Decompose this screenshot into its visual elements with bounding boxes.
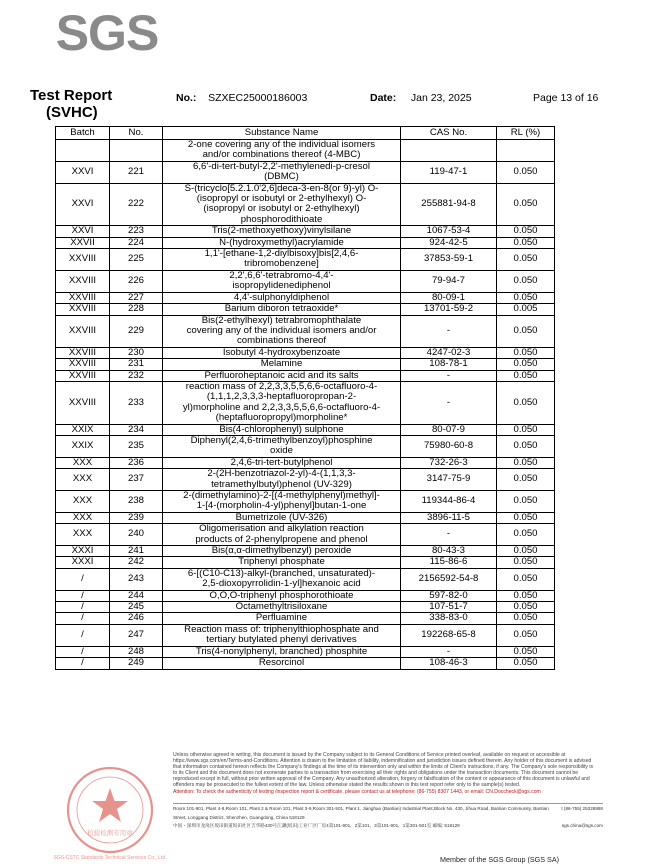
cas-cell: 115-86-6 (401, 557, 497, 568)
batch-cell: XXVI (56, 226, 110, 237)
number-cell: 235 (110, 435, 163, 457)
batch-cell: XXVIII (56, 370, 110, 381)
footer-address-cn: 中国・深圳市龙岗区坂田街道坂田社区吉华路430号江灏(坂田)工业厂区厂房4第101-901，2第101，3第101-901，1第301-501室 邮编: 518129 (173, 823, 460, 828)
substance-cell: 2-(2H-benzotriazol-2-yl)-4-(1,1,3,3- tetramethylbutyl)phenol (UV-329) (163, 469, 401, 491)
substance-cell: Melamine (163, 359, 401, 370)
table-body (56, 140, 555, 670)
footer-address (173, 803, 603, 831)
substance-cell: Oligomerisation and alkylation reaction products of 2-phenylpropene and phenol (163, 524, 401, 546)
substance-cell: Perfluamine (163, 613, 401, 624)
table-row (56, 161, 555, 183)
rl-cell: 0.050 (497, 435, 555, 457)
number-cell: 238 (110, 491, 163, 513)
footer-terms: Unless otherwise agreed in writing, this document is issued by the Company subject to its General Conditions of Service printed overleaf, available on request or accessible at https://www.sgs.com/en/Terms-and-Conditions. Attention is drawn to the limitation of liability, indemnification and jurisdiction issues defined therein. Any holder of this document is advised that information contained hereon reflects the Company's findings at the time of its intervention only and within the limits of Client's instructions, if any. The Company's sole responsibility is to its Client and this document does not exonerate parties to a transaction from exercising all their rights and obligations under the transaction documents. This document cannot be reproduced except in full, without prior written approval of the Company. Any unauthorized alteration, forgery or falsification of the content or appearance of this document is unlawful and offenders may be prosecuted to the fullest extent of the law. Unless otherwise stated the results shown in this test report refer only to the sample(s) tested. (173, 752, 594, 789)
cas-cell: 1067-53-4 (401, 226, 497, 237)
col-header-no: No. (110, 127, 163, 140)
batch-cell: XXIX (56, 424, 110, 435)
cas-cell: 13701-59-2 (401, 304, 497, 315)
footer-attention: Attention: To check the authenticity of testing /inspection report & certificate, please contact us at telephone: (86-755) 8307 1443, or email: CN.Doccheck@sgs.com (173, 788, 541, 795)
number-cell: 226 (110, 270, 163, 292)
table-row (56, 613, 555, 624)
report-subtitle: (SVHC) (46, 104, 98, 121)
table-row (56, 658, 555, 669)
sgs-stamp (52, 760, 168, 866)
rl-cell: 0.050 (497, 568, 555, 590)
number-cell: 249 (110, 658, 163, 669)
stamp-star-icon (92, 788, 128, 822)
table-row (56, 140, 555, 162)
table-row (56, 270, 555, 292)
table-row (56, 424, 555, 435)
cas-cell: 338-83-0 (401, 613, 497, 624)
batch-cell: XXVIII (56, 249, 110, 271)
cas-cell: 80-09-1 (401, 292, 497, 303)
number-cell: 222 (110, 183, 163, 226)
number-cell: 221 (110, 161, 163, 183)
table-row (56, 183, 555, 226)
rl-cell: 0.050 (497, 491, 555, 513)
number-cell: 243 (110, 568, 163, 590)
cas-cell: - (401, 315, 497, 347)
number-cell: 227 (110, 292, 163, 303)
svg-text:SGS-CSTC Standards Technical S: SGS-CSTC Standards Technical Services Co., Ltd. (53, 855, 167, 861)
table-row (56, 512, 555, 523)
cas-cell: 3896-11-5 (401, 512, 497, 523)
number-cell: 224 (110, 237, 163, 248)
report-title: Test Report (30, 87, 113, 104)
report-date-value: Jan 23, 2025 (410, 92, 472, 104)
rl-cell: 0.050 (497, 658, 555, 669)
sgs-logo-text: SGS (55, 6, 159, 56)
batch-cell: XXVI (56, 183, 110, 226)
table-row (56, 491, 555, 513)
batch-cell: XXIX (56, 435, 110, 457)
cas-cell: 192268-65-8 (401, 624, 497, 646)
number-cell: 234 (110, 424, 163, 435)
footer-phone: t (86-755) 25328888 (561, 806, 603, 811)
substance-cell: Octamethyltrisiloxane (163, 602, 401, 613)
table-row (56, 568, 555, 590)
substance-cell: 1,1'-[ethane-1,2-diylbisoxy]bis[2,4,6- tribromobenzene] (163, 249, 401, 271)
table-row (56, 646, 555, 657)
rl-cell: 0.050 (497, 237, 555, 248)
cas-cell: - (401, 370, 497, 381)
rl-cell: 0.050 (497, 270, 555, 292)
report-date (370, 92, 472, 104)
rl-cell: 0.050 (497, 381, 555, 424)
rl-cell: 0.050 (497, 457, 555, 468)
rl-cell: 0.050 (497, 183, 555, 226)
rl-cell: 0.050 (497, 161, 555, 183)
footer-disclaimer (173, 752, 595, 795)
substance-cell: 2-(dimethylamino)-2-[(4-methylphenyl)methyl]- 1-[4-(morpholin-4-yl)phenyl]butan-1-one (163, 491, 401, 513)
cas-cell: 107-51-7 (401, 602, 497, 613)
substance-cell: 2,4,6-tri-tert-butylphenol (163, 457, 401, 468)
rl-cell: 0.050 (497, 557, 555, 568)
batch-cell: / (56, 613, 110, 624)
batch-cell: / (56, 624, 110, 646)
table-row (56, 602, 555, 613)
number-cell: 244 (110, 590, 163, 601)
rl-cell: 0.050 (497, 524, 555, 546)
batch-cell: XXVIII (56, 292, 110, 303)
table-row (56, 226, 555, 237)
batch-cell: XXVIII (56, 381, 110, 424)
cas-cell: 732-26-3 (401, 457, 497, 468)
table-row (56, 469, 555, 491)
table-header-row (56, 127, 555, 140)
substance-cell: 4,4'-sulphonyldiphenol (163, 292, 401, 303)
cas-cell: 2156592-54-8 (401, 568, 497, 590)
number-cell: 239 (110, 512, 163, 523)
rl-cell: 0.005 (497, 304, 555, 315)
rl-cell: 0.050 (497, 226, 555, 237)
number-cell: 233 (110, 381, 163, 424)
number-cell: 237 (110, 469, 163, 491)
report-number-label: No.: (176, 92, 197, 104)
batch-cell: XXVI (56, 161, 110, 183)
substance-cell: N-(hydroxymethyl)acrylamide (163, 237, 401, 248)
table-row (56, 557, 555, 568)
rl-cell: 0.050 (497, 546, 555, 557)
substance-cell: Bis(2-ethylhexyl) tetrabromophthalate covering any of the individual isomers and/or combinations thereof (163, 315, 401, 347)
table-row (56, 435, 555, 457)
cas-cell: 119-47-1 (401, 161, 497, 183)
number-cell: 241 (110, 546, 163, 557)
table-row (56, 457, 555, 468)
number-cell: 223 (110, 226, 163, 237)
number-cell: 236 (110, 457, 163, 468)
batch-cell: / (56, 646, 110, 657)
number-cell: 228 (110, 304, 163, 315)
table-row (56, 624, 555, 646)
rl-cell: 0.050 (497, 602, 555, 613)
footer-address-en: Room 101-901, Plant 4-8,Room 101, Plant 2 & Room 101, Plant 3-9,Room 301-501, Plant 1, Jianghao (Bantian) Industrial Plant,Block No. 430, Jihua Road, Bantian Community, Bantian Street, Longgang District, Shenzhen, Guangdong, China 518129 (173, 806, 549, 820)
substance-cell: Barium diboron tetraoxide* (163, 304, 401, 315)
substance-cell: 6-[(C10-C13)-alkyl-(branched, unsaturated)- 2,5-dioxopyrrolidin-1-yl]hexanoic acid (163, 568, 401, 590)
cas-cell: 79-94-7 (401, 270, 497, 292)
batch-cell: XXX (56, 491, 110, 513)
substance-cell: S-(tricyclo[5.2.1.0'2,6]deca-3-en-8(or 9)-yl) O- (isopropyl or isobutyl or 2-ethylhexyl) O- (isopropyl or isobutyl or 2-ethylhexyl) phosphorodithioate (163, 183, 401, 226)
substance-cell: 2,2',6,6'-tetrabromo-4,4'- isopropylidenediphenol (163, 270, 401, 292)
cas-cell: 4247-02-3 (401, 347, 497, 358)
cas-cell: 255881-94-8 (401, 183, 497, 226)
table-row (56, 304, 555, 315)
substance-cell: reaction mass of 2,2,3,3,5,5,6,6-octafluoro-4- (1,1,1,2,3,3,3-heptafluoropropan-2- yl)morpholine and 2,2,3,3,5,5,6,6-octafluoro-4- (heptafluoropropyl)morpholine* (163, 381, 401, 424)
cas-cell: 3147-75-9 (401, 469, 497, 491)
col-header-cas: CAS No. (401, 127, 497, 140)
svhc-table (55, 126, 555, 670)
footer-email: sgs.china@sgs.com (561, 823, 603, 828)
cas-cell (401, 140, 497, 162)
number-cell: 240 (110, 524, 163, 546)
table-row (56, 524, 555, 546)
number-cell: 230 (110, 347, 163, 358)
rl-cell: 0.050 (497, 359, 555, 370)
rl-cell: 0.050 (497, 249, 555, 271)
cas-cell: 37853-59-1 (401, 249, 497, 271)
number-cell: 225 (110, 249, 163, 271)
cas-cell: 924-42-5 (401, 237, 497, 248)
cas-cell: - (401, 381, 497, 424)
batch-cell: XXX (56, 457, 110, 468)
batch-cell: XXVIII (56, 347, 110, 358)
batch-cell: XXX (56, 512, 110, 523)
rl-cell (497, 140, 555, 162)
report-number-value: SZXEC25000186003 (208, 92, 308, 104)
cas-cell: 119344-86-4 (401, 491, 497, 513)
substance-cell: O,O,O-triphenyl phosphorothioate (163, 590, 401, 601)
number-cell: 248 (110, 646, 163, 657)
batch-cell: XXVIII (56, 359, 110, 370)
substance-cell: Tris(2-methoxyethoxy)vinylsilane (163, 226, 401, 237)
table-row (56, 370, 555, 381)
col-header-rl: RL (%) (497, 127, 555, 140)
substance-cell: Resorcinol (163, 658, 401, 669)
table-row (56, 359, 555, 370)
substance-cell: Tris(4-nonylphenyl, branched) phosphite (163, 646, 401, 657)
batch-cell (56, 140, 110, 162)
batch-cell: / (56, 590, 110, 601)
rl-cell: 0.050 (497, 315, 555, 347)
batch-cell: / (56, 568, 110, 590)
number-cell: 246 (110, 613, 163, 624)
cas-cell: 75980-60-8 (401, 435, 497, 457)
number-cell: 245 (110, 602, 163, 613)
number-cell: 232 (110, 370, 163, 381)
svg-text:检验检测专用章: 检验检测专用章 (87, 829, 133, 837)
sgs-logo (55, 6, 160, 56)
rl-cell: 0.050 (497, 370, 555, 381)
batch-cell: XXVII (56, 237, 110, 248)
batch-cell: XXVIII (56, 315, 110, 347)
substance-cell: Diphenyl(2,4,6-trimethylbenzoyl)phosphine oxide (163, 435, 401, 457)
table-row (56, 347, 555, 358)
substance-cell: Bumetrizole (UV-326) (163, 512, 401, 523)
page-number: Page 13 of 16 (533, 92, 599, 104)
batch-cell: XXVIII (56, 304, 110, 315)
batch-cell: XXX (56, 524, 110, 546)
rl-cell: 0.050 (497, 347, 555, 358)
rl-cell: 0.050 (497, 512, 555, 523)
batch-cell: XXXI (56, 557, 110, 568)
substance-cell: Bis(4-chlorophenyl) sulphone (163, 424, 401, 435)
cas-cell: 80-07-9 (401, 424, 497, 435)
rl-cell: 0.050 (497, 292, 555, 303)
member-of-sgs: Member of the SGS Group (SGS SA) (440, 855, 560, 864)
number-cell: 231 (110, 359, 163, 370)
batch-cell: XXXI (56, 546, 110, 557)
table-row (56, 546, 555, 557)
table-row (56, 292, 555, 303)
rl-cell: 0.050 (497, 424, 555, 435)
batch-cell: / (56, 602, 110, 613)
report-number (176, 92, 307, 104)
table-row (56, 237, 555, 248)
batch-cell: XXVIII (56, 270, 110, 292)
cas-cell: - (401, 524, 497, 546)
cas-cell: 108-78-1 (401, 359, 497, 370)
cas-cell: 80-43-3 (401, 546, 497, 557)
batch-cell: XXX (56, 469, 110, 491)
substance-cell: 2-one covering any of the individual isomers and/or combinations thereof (4-MBC) (163, 140, 401, 162)
rl-cell: 0.050 (497, 469, 555, 491)
number-cell: 229 (110, 315, 163, 347)
col-header-substance: Substance Name (163, 127, 401, 140)
cas-cell: 597-82-0 (401, 590, 497, 601)
number-cell: 247 (110, 624, 163, 646)
substance-cell: Reaction mass of: triphenylthiophosphate and tertiary butylated phenyl derivatives (163, 624, 401, 646)
number-cell: 242 (110, 557, 163, 568)
table-row (56, 381, 555, 424)
substance-cell: Perfluoroheptanoic acid and its salts (163, 370, 401, 381)
table-row (56, 249, 555, 271)
substance-cell: 6,6'-di-tert-butyl-2,2'-methylenedi-p-cresol (DBMC) (163, 161, 401, 183)
report-date-label: Date: (370, 92, 397, 104)
rl-cell: 0.050 (497, 624, 555, 646)
table-row (56, 590, 555, 601)
rl-cell: 0.050 (497, 590, 555, 601)
substance-cell: Triphenyl phosphate (163, 557, 401, 568)
table-row (56, 315, 555, 347)
rl-cell: 0.050 (497, 613, 555, 624)
batch-cell: / (56, 658, 110, 669)
substance-cell: Isobutyl 4-hydroxybenzoate (163, 347, 401, 358)
number-cell (110, 140, 163, 162)
substance-cell: Bis(α,α-dimethylbenzyl) peroxide (163, 546, 401, 557)
col-header-batch: Batch (56, 127, 110, 140)
rl-cell: 0.050 (497, 646, 555, 657)
cas-cell: - (401, 646, 497, 657)
cas-cell: 108-46-3 (401, 658, 497, 669)
